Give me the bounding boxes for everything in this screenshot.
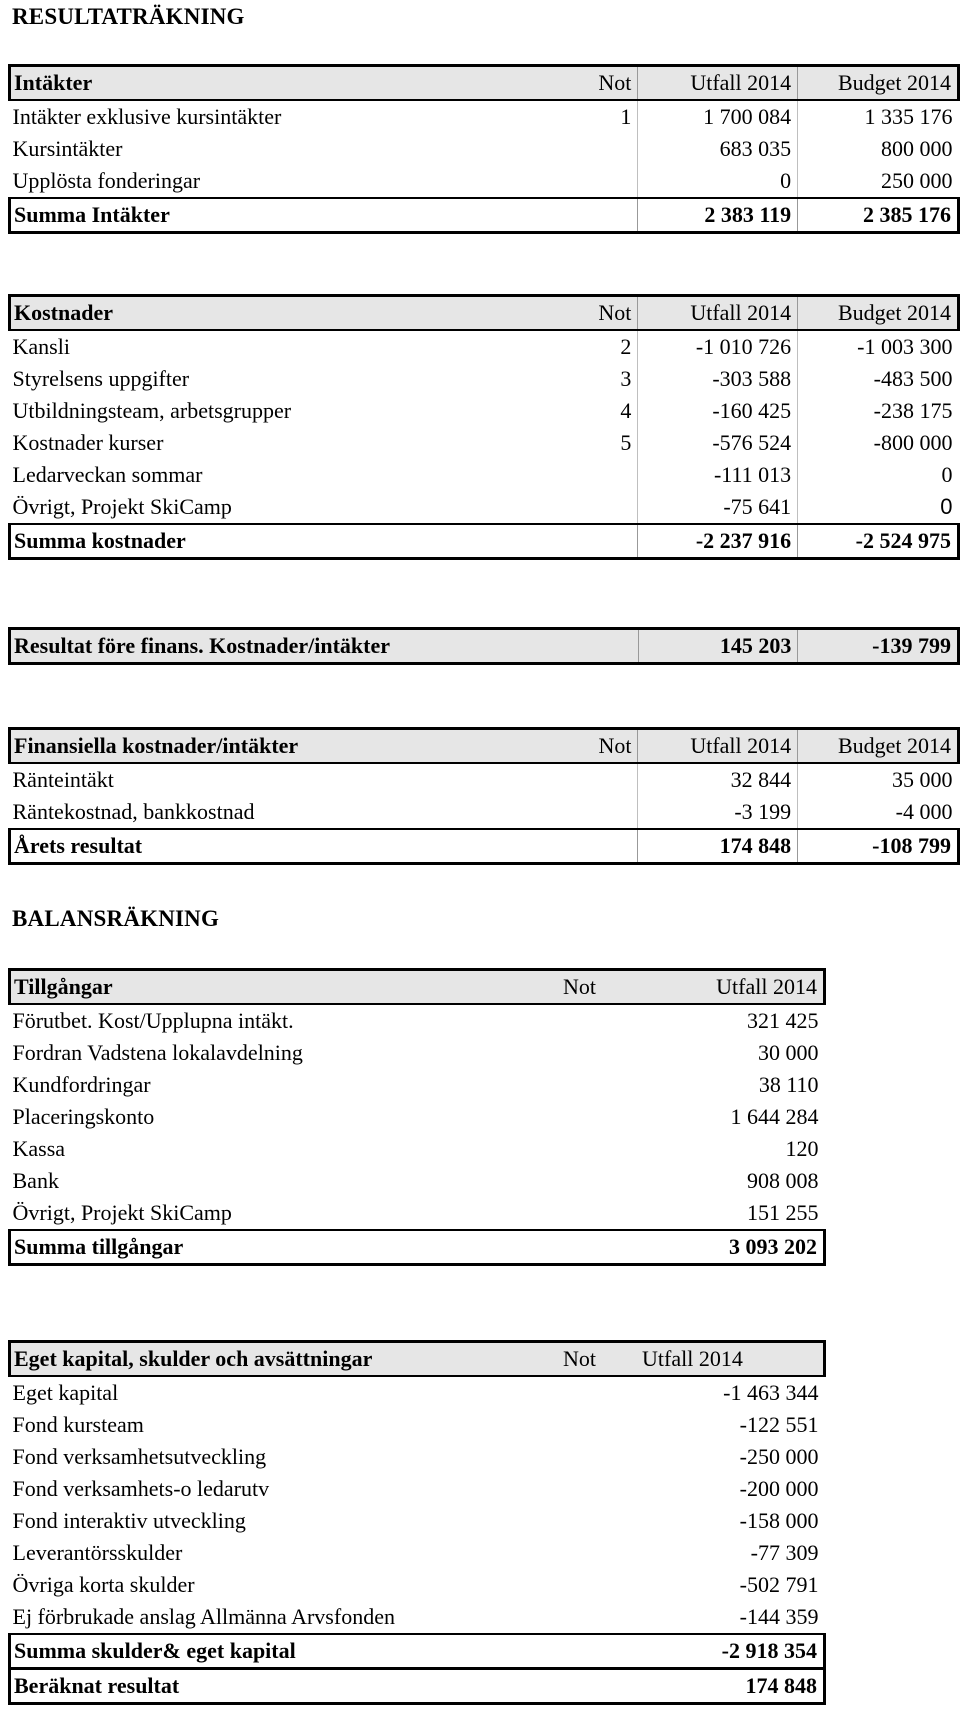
row-utfall: 1 700 084 [638,100,798,133]
sum-not [560,1230,639,1265]
sum-budget: 2 385 176 [798,198,959,233]
sum-utfall: 2 383 119 [638,198,798,233]
table-row [10,133,959,165]
sum-label: Årets resultat [10,829,589,864]
row-label: Fond interaktiv utveckling [12,1508,246,1533]
row-utfall: 0 [638,165,798,198]
row-budget: 250 000 [798,165,959,198]
table-row [10,1133,825,1165]
row-utfall: 321 425 [747,1008,819,1033]
beraknat-resultat-row [10,1669,825,1704]
page-title: RESULTATRÄKNING [12,4,245,29]
resultat-fore-table [8,627,960,665]
header-cell: Budget 2014 [798,66,959,101]
row-not [560,1376,639,1409]
row-budget: 35 000 [798,763,959,796]
row-utfall: -303 588 [638,363,798,395]
header-cell: Utfall 2014 [639,970,825,1005]
table-row [10,100,959,133]
table-row [10,1441,825,1473]
sum-utfall: -2 918 354 [639,1634,825,1669]
row-label: Fond verksamhets-o ledarutv [12,1476,270,1501]
row-utfall: -144 359 [739,1604,819,1629]
resultat-fore-row [10,629,959,664]
table-header-row [10,729,959,764]
header-cell: Kostnader [10,296,589,331]
row-utfall: -111 013 [638,459,798,491]
row-utfall: 1 644 284 [730,1104,819,1129]
row-utfall: -77 309 [750,1540,819,1565]
row-not: 5 [620,430,632,455]
finansiella-table [8,727,960,865]
table-header-row [10,66,959,101]
table-row [10,1004,825,1037]
header-cell: Tillgångar [10,970,561,1005]
table-row [10,1376,825,1409]
row-label: Fond verksamhetsutveckling [12,1444,267,1469]
row-not [560,1101,639,1133]
header-cell: Not [560,1342,639,1377]
row-utfall: 38 110 [758,1072,819,1097]
header-cell: Not [588,296,637,331]
table-row [10,1569,825,1601]
sum-label: Summa kostnader [10,524,589,559]
table-row [10,491,959,524]
header-cell: Utfall 2014 [638,296,798,331]
row-budget: -1 003 300 [798,330,959,363]
row-utfall: -1 463 344 [723,1380,819,1405]
table-row [10,1473,825,1505]
sum-row [10,524,959,559]
header-cell: Finansiella kostnader/intäkter [10,729,589,764]
row-budget: 1 335 176 [798,100,959,133]
row-utfall: -200 000 [739,1476,819,1501]
table-row [10,395,959,427]
row-label: Förutbet. Kost/Upplupna intäkt. [12,1008,294,1033]
row-budget: 0 [798,459,959,491]
row-budget: -4 000 [798,796,959,829]
table-row [10,1197,825,1230]
row-budget: 800 000 [798,133,959,165]
table-row [10,1069,825,1101]
row-label: Resultat före finans. Kostnader/intäkter [10,629,589,664]
sum-label: Summa tillgångar [10,1230,561,1265]
row-not [588,165,637,198]
sum-budget: -2 524 975 [798,524,959,559]
eget-kapital-table [8,1340,826,1705]
tillgangar-table [8,968,826,1266]
table-row [10,363,959,395]
row-utfall: -75 641 [638,491,798,524]
sum-utfall: 174 848 [639,1669,825,1704]
row-utfall: -3 199 [638,796,798,829]
table-row [10,1537,825,1569]
table-row [10,459,959,491]
header-cell: Eget kapital, skulder och avsättningar [10,1342,561,1377]
row-label: Intäkter exklusive kursintäkter [12,104,282,129]
row-label: Eget kapital [12,1380,119,1405]
row-utfall: 32 844 [638,763,798,796]
row-budget: 0 [798,491,959,524]
table-header-row [10,970,825,1005]
table-row [10,1409,825,1441]
row-label: Styrelsens uppgifter [12,366,190,391]
sum-label: Beräknat resultat [10,1669,561,1704]
row-utfall: 908 008 [747,1168,819,1193]
sum-utfall: 3 093 202 [639,1230,825,1265]
row-label: Övrigt, Projekt SkiCamp [12,1200,232,1225]
row-label: Utbildningsteam, arbetsgrupper [12,398,292,423]
row-label: Räntekostnad, bankkostnad [12,799,255,824]
row-utfall: -250 000 [739,1444,819,1469]
table-row [10,1165,825,1197]
row-utfall: -576 524 [638,427,798,459]
sum-not [560,1669,639,1704]
row-label: Övrigt, Projekt SkiCamp [12,494,232,519]
row-utfall: 30 000 [758,1040,819,1065]
row-not [560,1473,639,1505]
row-utfall: 120 [785,1136,819,1161]
table-row [10,1037,825,1069]
row-label: Ränteintäkt [12,767,114,792]
table-row [10,796,959,829]
table-row [10,1601,825,1634]
table-row [10,1101,825,1133]
header-cell: Budget 2014 [798,729,959,764]
sum-label: Summa Intäkter [10,198,589,233]
table-row [10,427,959,459]
row-not [560,1069,639,1101]
sum-row [10,1634,825,1669]
row-budget: -800 000 [798,427,959,459]
row-not [588,459,637,491]
table-header-row [10,1342,825,1377]
row-utfall: -160 425 [638,395,798,427]
sum-row [10,829,959,864]
row-label: Fordran Vadstena lokalavdelning [12,1040,303,1065]
sum-label: Summa skulder& eget kapital [10,1634,561,1669]
row-utfall: 151 255 [747,1200,819,1225]
table-row [10,330,959,363]
row-not [588,796,637,829]
row-not [560,1165,639,1197]
row-not: 1 [620,104,632,129]
row-not [589,629,638,664]
table-row [10,763,959,796]
row-not [588,133,637,165]
sum-not [588,198,637,233]
header-cell: Utfall 2014 [638,729,798,764]
row-label: Upplösta fonderingar [12,168,201,193]
row-not: 4 [620,398,632,423]
row-utfall: -1 010 726 [638,330,798,363]
table-row [10,1505,825,1537]
row-not [560,1601,639,1634]
row-label: Kursintäkter [12,136,123,161]
table-header-row [10,296,959,331]
row-not [560,1133,639,1165]
header-cell: Budget 2014 [798,296,959,331]
row-not [588,491,637,524]
table-row [10,165,959,198]
row-not: 2 [620,334,632,359]
header-cell: Not [560,970,639,1005]
row-label: Övriga korta skulder [12,1572,195,1597]
header-cell: Not [588,66,637,101]
row-not [560,1197,639,1230]
row-not [588,763,637,796]
row-label: Leverantörsskulder [12,1540,183,1565]
row-label: Ej förbrukade anslag Allmänna Arvsfonden [12,1604,395,1629]
row-budget: -238 175 [798,395,959,427]
row-utfall: 683 035 [638,133,798,165]
row-label: Kansli [12,334,70,359]
sum-not [588,829,637,864]
header-cell: Intäkter [10,66,589,101]
row-label: Fond kursteam [12,1412,144,1437]
header-cell: Utfall 2014 [639,1342,825,1377]
row-not: 3 [620,366,632,391]
header-cell: Utfall 2014 [638,66,798,101]
sum-budget: -108 799 [798,829,959,864]
row-not [560,1409,639,1441]
sum-row [10,1230,825,1265]
sum-utfall: -2 237 916 [638,524,798,559]
intakter-table [8,64,960,234]
row-utfall: -158 000 [739,1508,819,1533]
row-label: Kostnader kurser [12,430,164,455]
row-budget: -483 500 [798,363,959,395]
row-not [560,1441,639,1473]
header-cell: Not [588,729,637,764]
row-utfall: -502 791 [739,1572,819,1597]
row-label: Kassa [12,1136,66,1161]
row-label: Kundfordringar [12,1072,151,1097]
row-not [560,1537,639,1569]
row-not [560,1004,639,1037]
row-utfall: -122 551 [739,1412,819,1437]
row-label: Bank [12,1168,59,1193]
row-utfall: 145 203 [638,629,798,664]
sum-not [560,1634,639,1669]
kostnader-table [8,294,960,560]
row-budget: -139 799 [798,629,959,664]
row-not [560,1505,639,1537]
row-label: Ledarveckan sommar [12,462,203,487]
sum-not [588,524,637,559]
row-label: Placeringskonto [12,1104,155,1129]
balans-title: BALANSRÄKNING [12,906,220,931]
sum-utfall: 174 848 [638,829,798,864]
row-not [560,1037,639,1069]
row-not [560,1569,639,1601]
sum-row [10,198,959,233]
